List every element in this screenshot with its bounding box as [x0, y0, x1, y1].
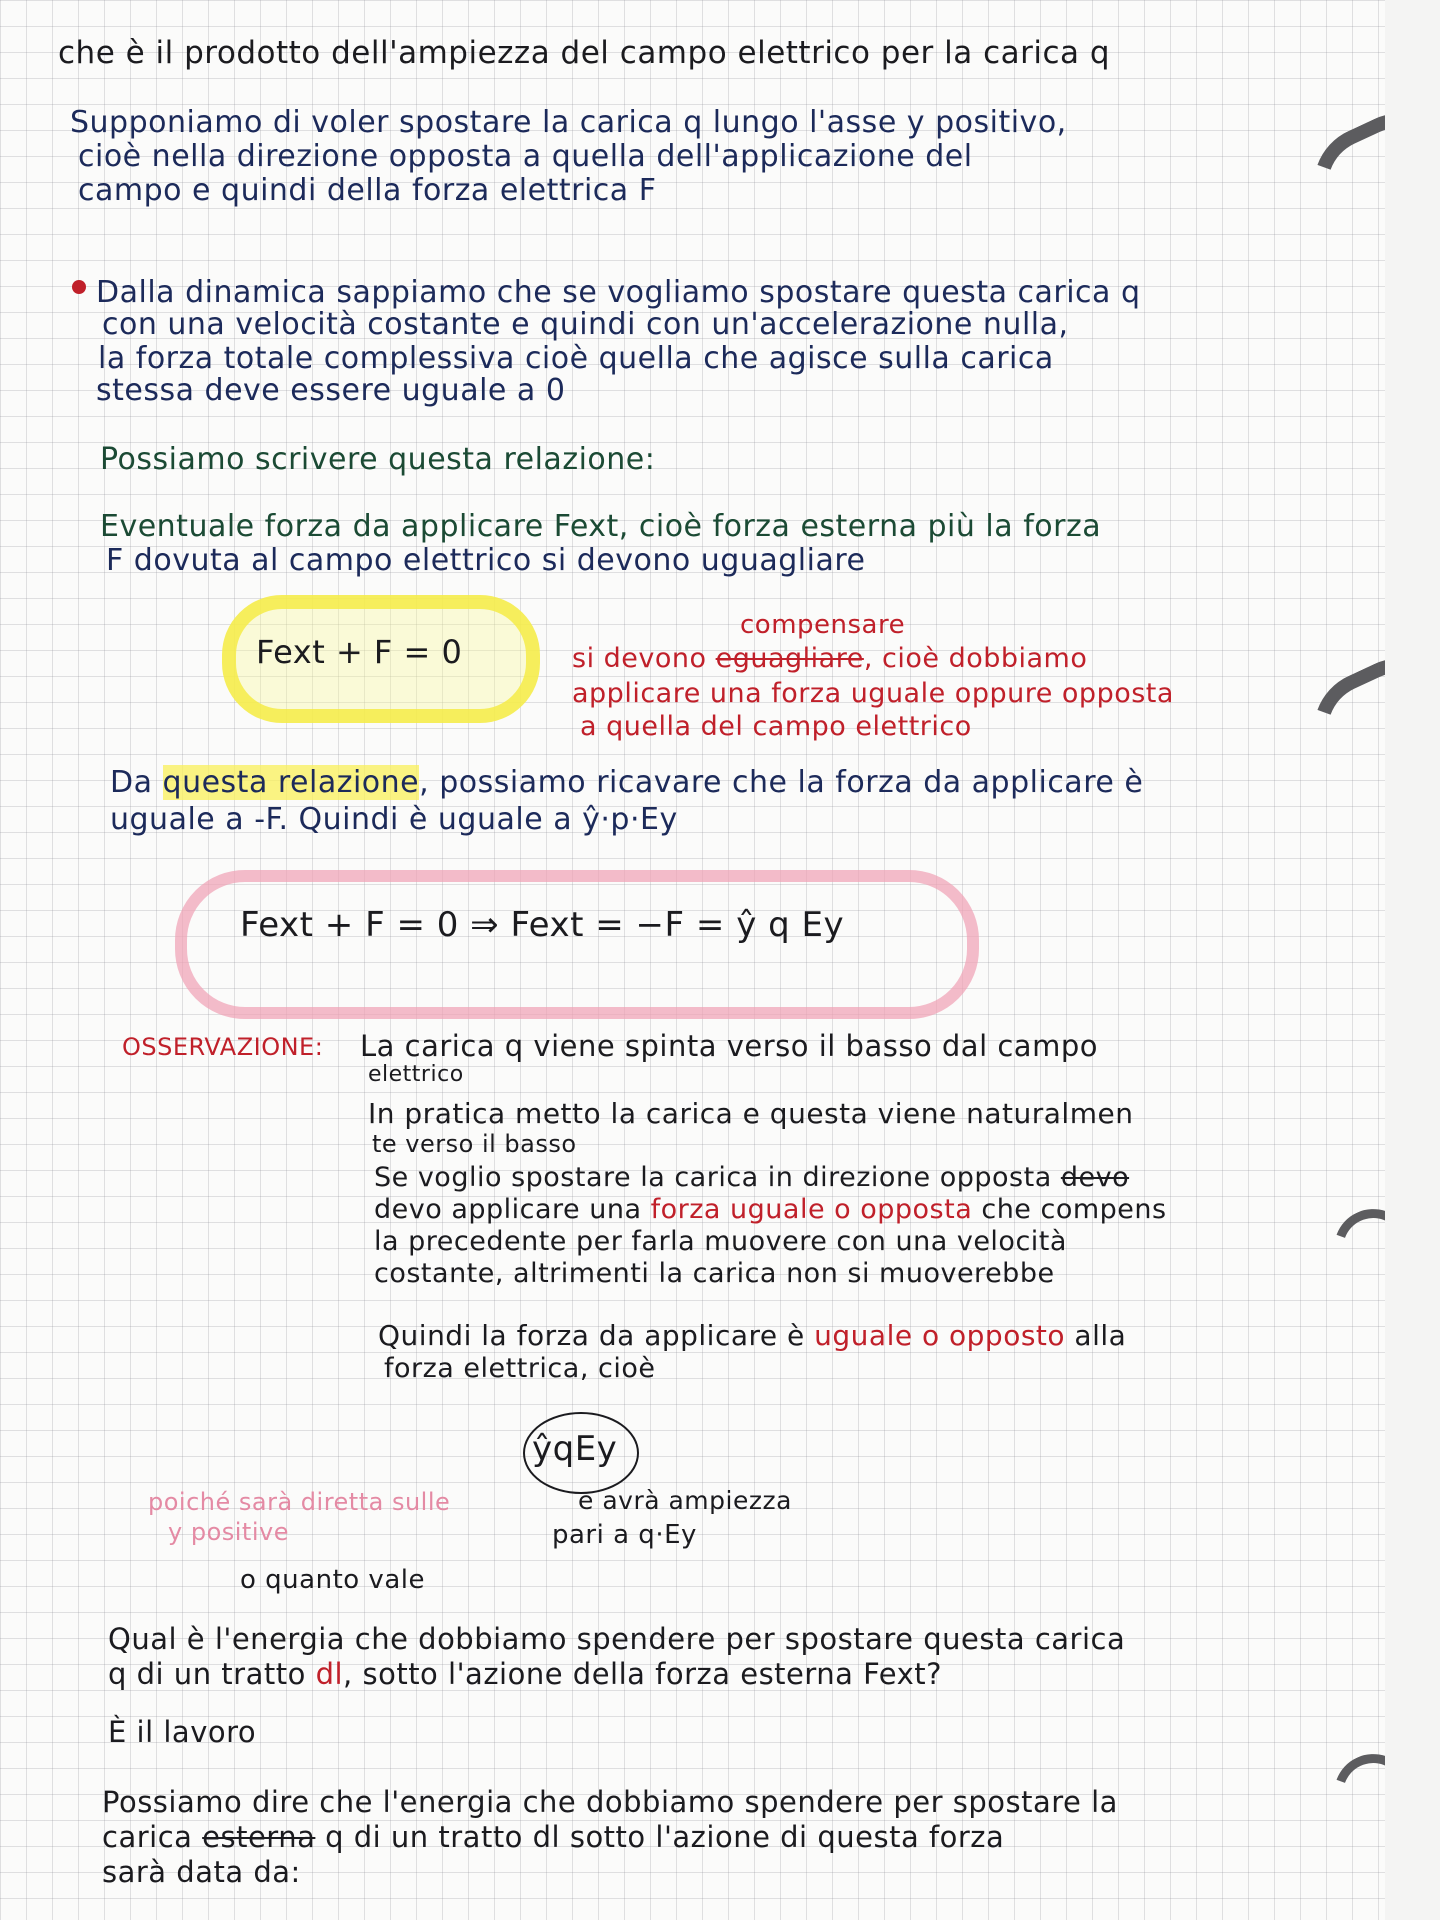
- annotation: e avrà ampiezza: [578, 1486, 792, 1515]
- text-line: Da questa relazione, possiamo ricavare che la forza da applicare è: [110, 765, 1144, 800]
- annotation: poiché sarà diretta sulle: [148, 1488, 451, 1516]
- text-line: te verso il basso: [372, 1130, 577, 1158]
- text-line: Possiamo scrivere questa relazione:: [100, 442, 656, 477]
- text-line: F dovuta al campo elettrico si devono uguagliare: [106, 543, 866, 578]
- text-line: q di un tratto dl, sotto l'azione della forza esterna Fext?: [108, 1657, 943, 1691]
- text-line: cioè nella direzione opposta a quella dell'applicazione del: [78, 139, 973, 174]
- annotation: pari a q·Ey: [552, 1520, 697, 1550]
- text-line: carica esterna q di un tratto dl sotto l'azione di questa forza: [102, 1820, 1005, 1854]
- text-line: Eventuale forza da applicare Fext, cioè forza esterna più la forza: [100, 509, 1102, 544]
- text-line: con una velocità costante e quindi con un'accelerazione nulla,: [102, 307, 1069, 342]
- text-line: costante, altrimenti la carica non si muoverebbe: [374, 1258, 1055, 1289]
- text-line: È il lavoro: [108, 1715, 257, 1749]
- text-line: uguale a -F. Quindi è uguale a ŷ·p·Ey: [110, 802, 678, 837]
- equation: Fext + F = 0: [256, 633, 463, 671]
- text-line: forza elettrica, cioè: [384, 1353, 656, 1384]
- page-edge: [1385, 0, 1440, 1920]
- bullet-dot: [72, 280, 86, 294]
- annotation: applicare una forza uguale oppure opposta: [572, 678, 1174, 709]
- text-line: devo applicare una forza uguale o opposta che compens: [374, 1194, 1167, 1225]
- text-line: Dalla dinamica sappiamo che se vogliamo spostare questa carica q: [96, 275, 1141, 310]
- text-line: Possiamo dire che l'energia che dobbiamo spendere per spostare la: [102, 1785, 1118, 1819]
- annotation: compensare: [740, 610, 906, 640]
- text-line: elettrico: [368, 1062, 464, 1087]
- text-line: La carica q viene spinta verso il basso dal campo: [360, 1029, 1098, 1063]
- text-line: Supponiamo di voler spostare la carica q lungo l'asse y positivo,: [70, 105, 1067, 140]
- text-line: la precedente per farla muovere con una velocità: [374, 1226, 1067, 1257]
- text-line: sarà data da:: [102, 1855, 301, 1889]
- text-line: che è il prodotto dell'ampiezza del campo elettrico per la carica q: [58, 35, 1111, 71]
- annotation: o quanto vale: [240, 1565, 425, 1595]
- text-line: Qual è l'energia che dobbiamo spendere per spostare questa carica: [108, 1622, 1126, 1656]
- text-line: Se voglio spostare la carica in direzione opposta devo: [374, 1162, 1130, 1193]
- equation: ŷqEy: [532, 1429, 618, 1469]
- text-line: stessa deve essere uguale a 0: [96, 373, 566, 408]
- text-line: Quindi la forza da applicare è uguale o opposto alla: [378, 1319, 1127, 1352]
- annotation: a quella del campo elettrico: [580, 711, 972, 742]
- equation: Fext + F = 0 ⇒ Fext = −F = ŷ q Ey: [240, 905, 845, 945]
- text-line: campo e quindi della forza elettrica F: [78, 173, 657, 208]
- annotation: y positive: [168, 1518, 289, 1546]
- text-line: la forza totale complessiva cioè quella che agisce sulla carica: [98, 341, 1054, 376]
- annotation: si devono eguagliare, cioè dobbiamo: [572, 643, 1088, 674]
- text-line: In pratica metto la carica e questa viene naturalmen: [368, 1097, 1134, 1130]
- note-label: OSSERVAZIONE:: [122, 1033, 324, 1061]
